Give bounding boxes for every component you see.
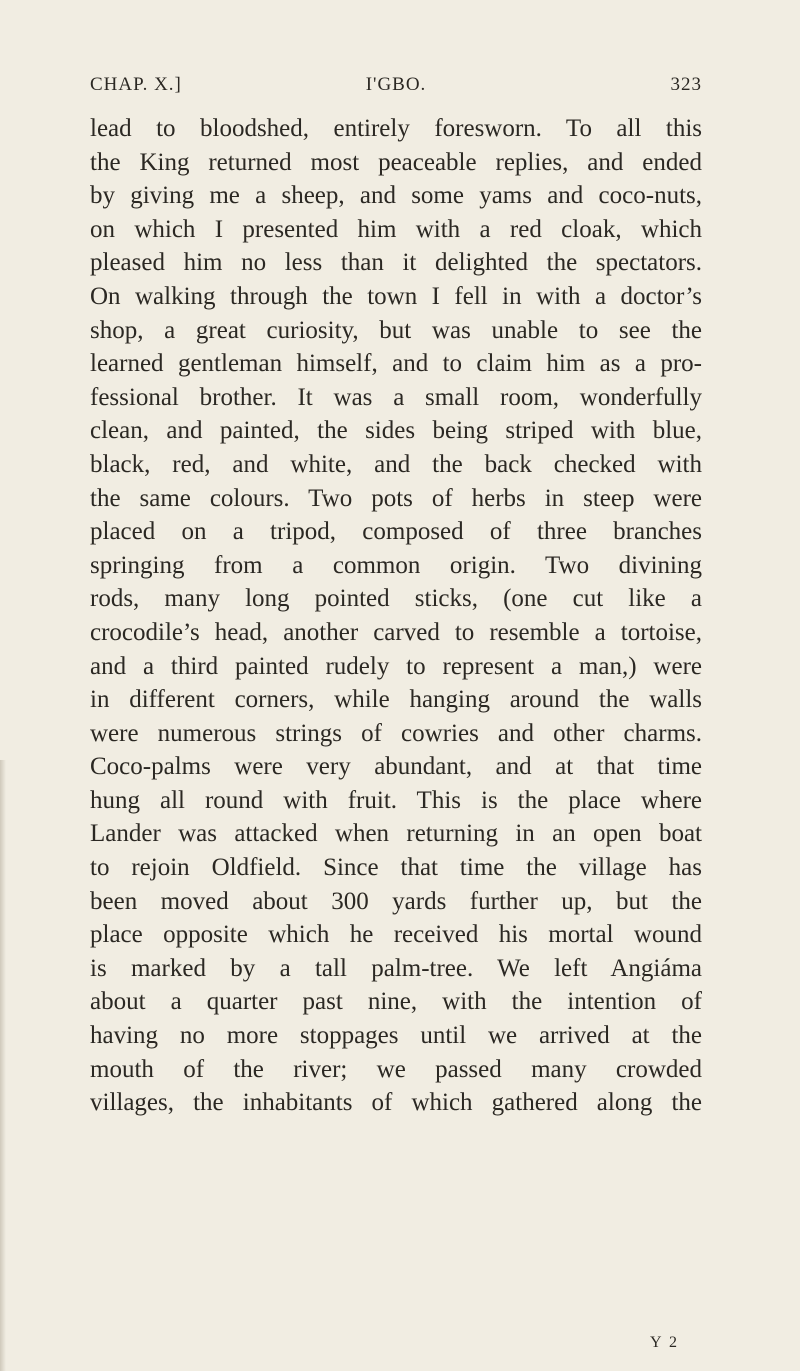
text-line: in different corners, while hanging around the walls	[90, 686, 702, 714]
text-line: and a third painted rudely to represent a man,) were	[90, 652, 702, 680]
text-line: placed on a tripod, composed of three branches	[90, 518, 702, 546]
text-line: on which I presented him with a red cloak, which	[90, 215, 702, 243]
text-line: lead to bloodshed, entirely foresworn. To all this	[90, 115, 702, 142]
text-line: to rejoin Oldfield. Since that time the village has	[90, 854, 702, 882]
text-line: springing from a common origin. Two divining	[90, 551, 702, 579]
running-title: I'GBO.	[365, 74, 427, 95]
text-line: shop, a great curiosity, but was unable to see the	[90, 316, 702, 344]
text-line: about a quarter past nine, with the intention of	[90, 988, 702, 1016]
text-line: mouth of the river; we passed many crowded	[90, 1055, 702, 1083]
text-line: villages, the inhabitants of which gathered along the	[90, 1089, 702, 1117]
chapter-label: CHAP. X.]	[90, 74, 182, 95]
text-line: by giving me a sheep, and some yams and coco-nuts,	[90, 182, 702, 210]
text-line: been moved about 300 yards further up, but the	[90, 887, 702, 915]
signature-mark: Y 2	[650, 1334, 679, 1351]
text-line: black, red, and white, and the back checked with	[90, 450, 702, 478]
text-line: On walking through the town I fell in with a doctor’s	[90, 282, 702, 310]
body-text	[90, 112, 702, 1120]
page-number: 323	[670, 74, 702, 95]
text-line: clean, and painted, the sides being striped with blue,	[90, 417, 702, 445]
text-line: were numerous strings of cowries and other charms.	[90, 719, 702, 747]
text-line: having no more stoppages until we arrived at the	[90, 1022, 702, 1050]
text-line: the same colours. Two pots of herbs in steep were	[90, 484, 702, 512]
running-header	[90, 74, 702, 104]
text-line: rods, many long pointed sticks, (one cut like a	[90, 585, 702, 613]
text-line: Coco-palms were very abundant, and at that time	[90, 753, 702, 781]
text-line: hung all round with fruit. This is the place where	[90, 786, 702, 814]
text-line: Lander was attacked when returning in an open boat	[90, 820, 702, 848]
text-line: crocodile’s head, another carved to resemble a tortoise,	[90, 618, 702, 646]
text-line: is marked by a tall palm-tree. We left Angiáma	[90, 954, 702, 982]
text-line: learned gentleman himself, and to claim him as a pro-	[90, 350, 702, 378]
text-line: fessional brother. It was a small room, wonderfully	[90, 383, 702, 411]
page-edge-shadow	[0, 760, 6, 1371]
text-line: place opposite which he received his mortal wound	[90, 921, 702, 949]
text-line: the King returned most peaceable replies, and ended	[90, 148, 702, 176]
text-line: pleased him no less than it delighted the spectators.	[90, 249, 702, 277]
